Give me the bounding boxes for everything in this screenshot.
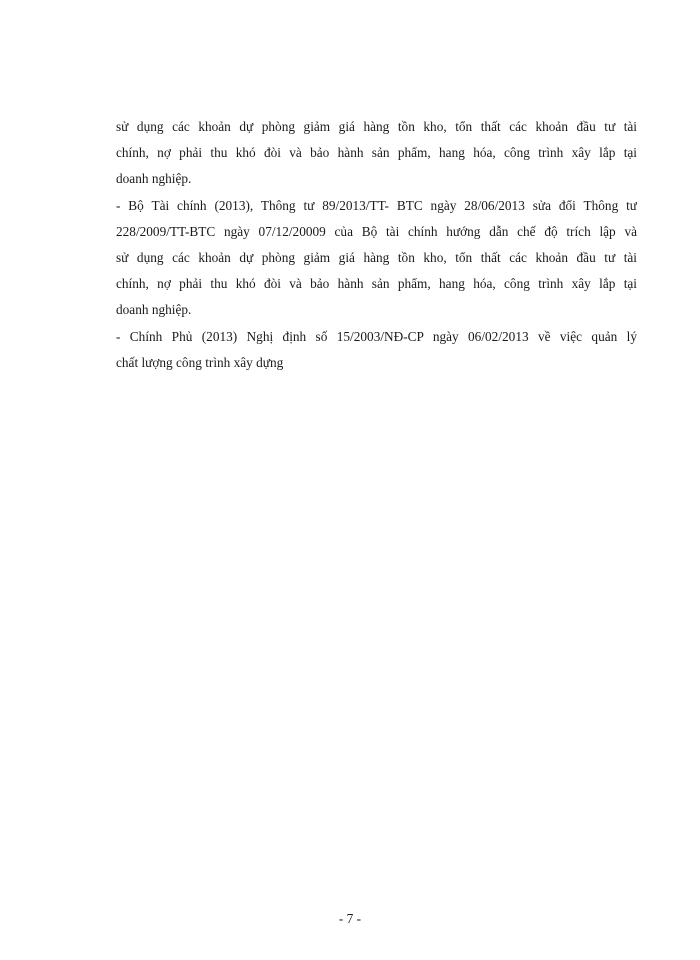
text-line: sử dụng các khoản dự phòng giảm giá hàng tồn kho, tổn thất các khoản đầu tư tài [116, 119, 637, 134]
reference-item-start: - Chính Phủ (2013) Nghị định số 15/2003/NĐ-CP ngày 06/02/2013 về việc quản lý [116, 328, 637, 344]
text-line: doanh nghiệp. [116, 171, 192, 187]
text-line: chính, nợ phải thu khó đòi và bảo hành sản phẩm, hang hóa, công trình xây lắp tại [116, 145, 637, 161]
page-number: - 7 - [338, 911, 362, 926]
text-line: chính, nợ phải thu khó đòi và bảo hành sản phẩm, hang hóa, công trình xây lắp tại [116, 276, 637, 292]
text-line: doanh nghiệp. [116, 302, 192, 318]
text-line: 228/2009/TT-BTC ngày 07/12/20009 của Bộ tài chính hướng dẫn chế độ trích lập và [116, 223, 637, 239]
text-line: sử dụng các khoản dự phòng giảm giá hàng tồn kho, tổn thất các khoản đầu tư tài [116, 249, 637, 265]
reference-list [116, 117, 637, 379]
text-line: chất lượng công trình xây dựng [116, 354, 284, 370]
reference-item-start: - Bộ Tài chính (2013), Thông tư 89/2013/TT- BTC ngày 28/06/2013 sửa đổi Thông tư [116, 197, 637, 213]
